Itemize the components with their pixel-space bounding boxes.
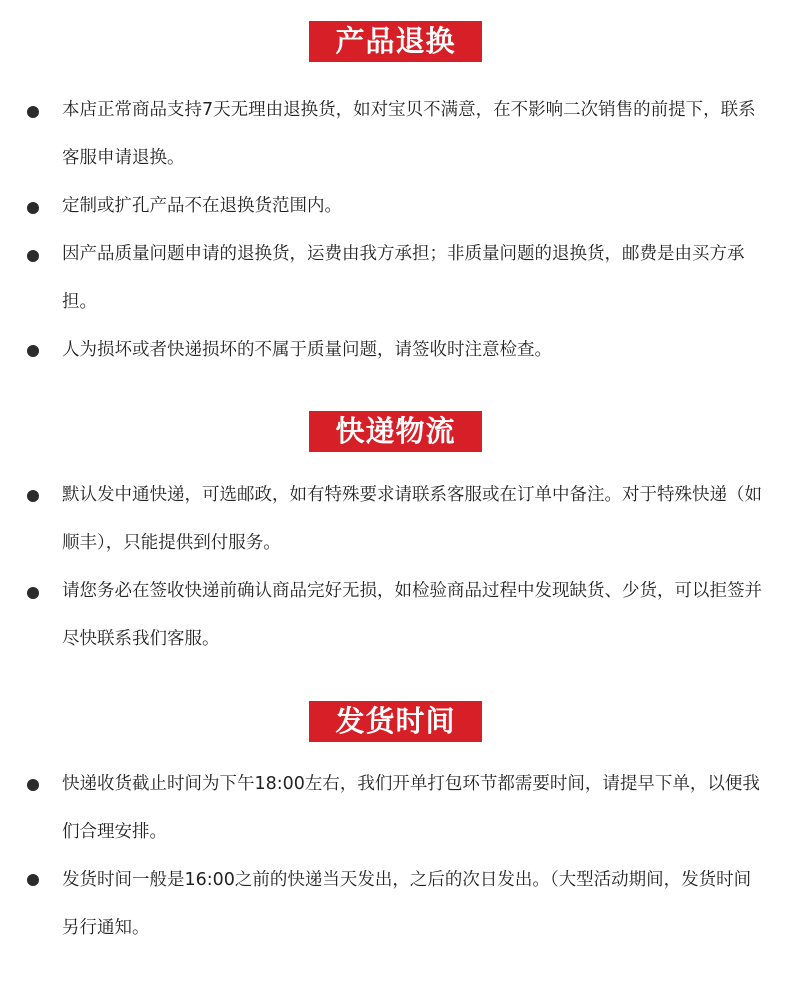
bullet-icon: [27, 587, 39, 599]
bullet-icon: [27, 106, 39, 118]
bullet-icon: [27, 874, 39, 886]
section-title-returns: 产品退换: [309, 21, 482, 62]
list-item-text: 发货时间一般是16:00之前的快递当天发出，之后的次日发出。（大型活动期间，发货时间另行通知。: [62, 870, 752, 938]
list-item-text: 人为损坏或者快递损坏的不属于质量问题，请签收时注意检查。: [62, 340, 552, 360]
section-title-dispatch-time: 发货时间: [309, 701, 482, 742]
list-item-text: 因产品质量问题申请的退换货，运费由我方承担；非质量问题的退换货，邮费是由买方承担。: [62, 244, 745, 312]
bullet-icon: [27, 250, 39, 262]
bullet-icon: [27, 490, 39, 502]
bullet-icon: [27, 202, 39, 214]
list-item-text: 请您务必在签收快递前确认商品完好无损，如检验商品过程中发现缺货、少货，可以拒签并尽快联系我们客服。: [62, 581, 762, 649]
list-item-text: 快递收货截止时间为下午18:00左右，我们开单打包环节都需要时间，请提早下单，以便我们合理安排。: [62, 774, 760, 842]
list-item-text: 定制或扩孔产品不在退换货范围内。: [62, 196, 342, 216]
section-title-shipping: 快递物流: [309, 411, 482, 452]
bullet-icon: [27, 345, 39, 357]
list-item-text: 默认发中通快递，可选邮政，如有特殊要求请联系客服或在订单中备注。对于特殊快递（如顺丰），只能提供到付服务。: [62, 485, 762, 553]
bullet-icon: [27, 779, 39, 791]
list-item-text: 本店正常商品支持7天无理由退换货，如对宝贝不满意，在不影响二次销售的前提下，联系客服申请退换。: [62, 100, 756, 168]
